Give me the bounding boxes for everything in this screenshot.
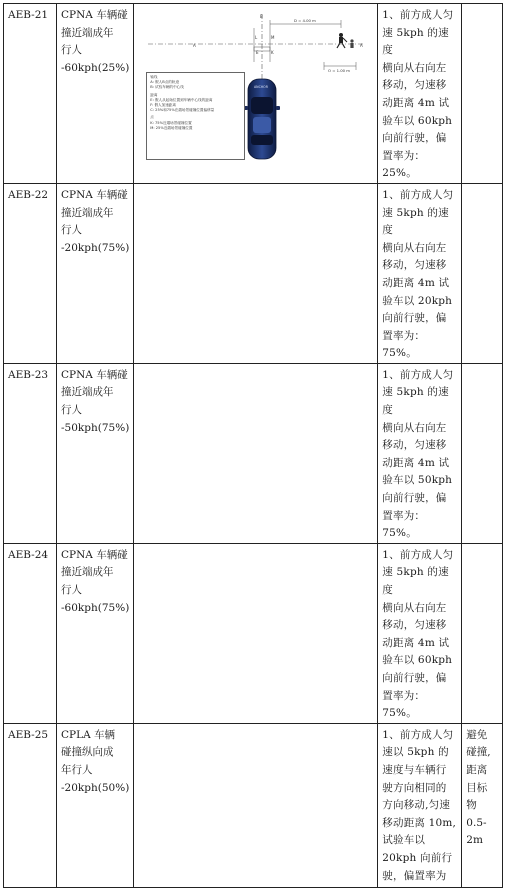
case-id: AEB-23 bbox=[4, 363, 57, 543]
test-case-table bbox=[3, 3, 503, 888]
table-row bbox=[4, 363, 503, 543]
legend-axis-b: B: 试验车辆的中心线 bbox=[150, 85, 184, 90]
case-id: AEB-24 bbox=[4, 543, 57, 723]
case-name: CPNA 车辆碰 撞近端成年 行人 -20kph(75%) bbox=[57, 183, 134, 363]
case-name: CPLA 车辆 碰撞纵向成 年行人 -20kph(50%) bbox=[57, 723, 134, 887]
lane-a-left-label: A bbox=[193, 43, 197, 48]
legend-point-title: 点 bbox=[150, 115, 154, 120]
case-name: CPNA 车辆碰 撞近端成年 行人 -50kph(75%) bbox=[57, 363, 134, 543]
scenario-figure-cell bbox=[134, 4, 378, 184]
bottom-dimension-label: O = 1.00 m bbox=[328, 68, 351, 73]
pedestrian-secondary-icon bbox=[351, 39, 354, 48]
marker-e-label: E bbox=[256, 50, 259, 55]
scenario-figure-cell bbox=[134, 543, 378, 723]
legend-axis-title: 轴线 bbox=[150, 75, 158, 79]
legend-distance-f: F: 假人加速距离 bbox=[150, 103, 176, 108]
case-name: CPNA 车辆碰 撞近端成年 行人 -60kph(25%) bbox=[57, 4, 134, 184]
case-name: CPNA 车辆碰 撞近端成年 行人 -60kph(75%) bbox=[57, 543, 134, 723]
case-result bbox=[462, 183, 503, 363]
case-description: 1、前方成人匀 速 5kph 的速度 横向从右向左 移动，匀速移 动距离 4m 试 验车以 60kph 向前行驶，偏 置率为：25%。 bbox=[378, 4, 462, 184]
legend-axis-a: A: 假人B点的轨迹 bbox=[150, 80, 180, 85]
vehicle-icon bbox=[244, 79, 280, 159]
marker-b-label: B bbox=[260, 14, 264, 19]
scenario-figure-cell bbox=[134, 363, 378, 543]
pedestrian-icon bbox=[337, 33, 347, 48]
table-row bbox=[4, 183, 503, 363]
marker-l-label: L bbox=[255, 35, 258, 40]
case-id: AEB-22 bbox=[4, 183, 57, 363]
case-id: AEB-21 bbox=[4, 4, 57, 184]
case-description: 1、前方成人匀 速 5kph 的速度 横向从右向左 移动，匀速移 动距离 4m 试 验车以 60kph 向前行驶，偏 置率为：75%。 bbox=[378, 543, 462, 723]
marker-k-label: K bbox=[271, 50, 274, 55]
table-row bbox=[4, 723, 503, 887]
legend-point-k: K: 75%近端场景碰撞位置 bbox=[150, 120, 192, 125]
legend-point-m: M: 25%近端场景碰撞位置 bbox=[150, 125, 193, 130]
table-row bbox=[4, 4, 503, 184]
scenario-figure-cell bbox=[134, 183, 378, 363]
case-description: 1、前方成人匀 速以 5kph 的 速度与车辆行 驶方向相同的 方向移动,匀速 移动距离 10m, 试验车以 20kph 向前行 驶，偏置率为 bbox=[378, 723, 462, 887]
top-dimension-label: D = 4.00 m bbox=[294, 18, 317, 23]
case-id: AEB-25 bbox=[4, 723, 57, 887]
case-description: 1、前方成人匀 速 5kph 的速度 横向从右向左 移动，匀速移 动距离 4m 试 验车以 20kph 向前行驶，偏 置率为：75%。 bbox=[378, 183, 462, 363]
vehicle-text: ANCHOR bbox=[254, 85, 269, 89]
case-result: 避免 碰撞, 距离 目标 物 0.5-2m bbox=[462, 723, 503, 887]
case-result bbox=[462, 543, 503, 723]
case-description: 1、前方成人匀 速 5kph 的速度 横向从右向左 移动，匀速移 动距离 4m 试 验车以 50kph 向前行驶，偏 置率为：75%。 bbox=[378, 363, 462, 543]
legend-distance-e: E: 假人从起始位置到车辆中心线的距离 bbox=[150, 97, 213, 102]
marker-m-label: M bbox=[271, 35, 275, 40]
case-result bbox=[462, 363, 503, 543]
legend-distance-title: 距离 bbox=[150, 92, 158, 97]
case-result bbox=[462, 4, 503, 184]
table-row bbox=[4, 543, 503, 723]
lane-a-right-label: A bbox=[360, 43, 364, 48]
diagram-legend bbox=[146, 72, 245, 160]
legend-distance-c: C: 25%和75%在端场景碰撞位置偏移量 bbox=[150, 108, 215, 113]
scenario-figure-cell bbox=[134, 723, 378, 887]
